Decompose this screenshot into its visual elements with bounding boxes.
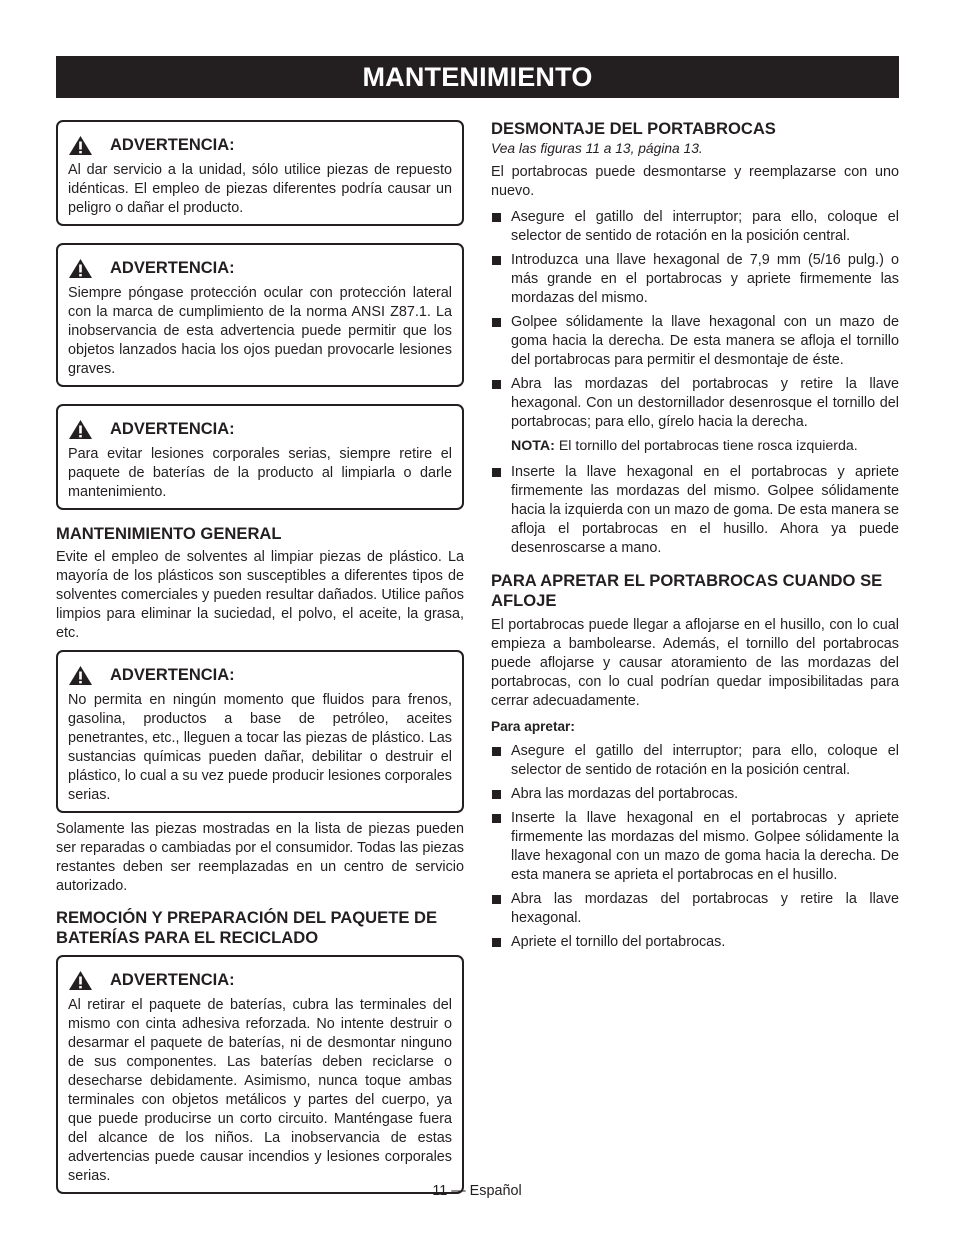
warning-text: Para evitar lesiones corporales serias, siempre retire el paquete de baterías de la producto al limpiarla o darle mantenimiento. <box>68 446 452 500</box>
warning-title: ADVERTENCIA: <box>110 135 235 154</box>
warning-triangle-icon <box>68 135 93 156</box>
list-item: Asegure el gatillo del interruptor; para ello, coloque el selector de sentido de rotación en la posición central. <box>491 208 899 246</box>
warning-title: ADVERTENCIA: <box>110 258 235 277</box>
warning-title: ADVERTENCIA: <box>110 970 235 989</box>
warning-title: ADVERTENCIA: <box>110 665 235 684</box>
left-column <box>56 120 464 1211</box>
warning-text: Siempre póngase protección ocular con protección lateral con la marca de cumplimiento de la norma ANSI Z87.1. La inobservancia de esta advertencia puede permitir que los objetos lanzados hacia los ojos puedan provocarle lesiones graves. <box>68 285 452 377</box>
list-item: Abra las mordazas del portabrocas y retire la llave hexagonal. <box>491 890 899 928</box>
chuck-tightening-steps <box>491 742 899 952</box>
replaceable-parts-text: Solamente las piezas mostradas en la lista de piezas pueden ser reparadas o cambiadas por el consumidor. Todas las piezas restantes deben ser reemplazadas en un centro de servicio autorizado. <box>56 821 464 894</box>
list-item: Introduzca una llave hexagonal de 7,9 mm (5/16 pulg.) o más grande en el portabrocas y apriete firmemente las mordazas del mismo. <box>491 251 899 308</box>
chuck-tightening-intro: El portabrocas puede llegar a aflojarse en el husillo, con lo cual empieza a bambolearse. Además, el tornillo del portabrocas puede aflojarse y causar atoramiento de las mordazas del portabrocas, con lo cual podrían quedar imposibilitadas para cerrar adecuadamente. <box>491 617 899 709</box>
warning-triangle-icon <box>68 970 93 991</box>
list-item: Abra las mordazas del portabrocas y retire la llave hexagonal. Con un destornillador desenrosque el tornillo del portabrocas; para ello, gírelo hacia la derecha. <box>491 375 899 432</box>
right-column <box>491 119 899 957</box>
list-item: Abra las mordazas del portabrocas. <box>491 785 899 804</box>
general-maintenance-text: Evite el empleo de solventes al limpiar piezas de plástico. La mayoría de los plásticos son susceptibles a diferentes tipos de solventes comerciales y pueden resultar dañados. Utilice paños limpios para eliminar la suciedad, el polvo, el aceite, la grasa, etc. <box>56 549 464 641</box>
note-label: NOTA: <box>511 438 555 454</box>
warning-text: Al dar servicio a la unidad, sólo utilice piezas de repuesto idénticas. El empleo de piezas diferentes podría causar un peligro o dañar el producto. <box>68 162 452 216</box>
warning-triangle-icon <box>68 419 93 440</box>
list-item: Golpee sólidamente la llave hexagonal con un mazo de goma hacia la derecha. De esta manera se afloja el tornillo del portabrocas para permitir el desmontaje de éste. <box>491 313 899 370</box>
list-item: Asegure el gatillo del interruptor; para ello, coloque el selector de sentido de rotación en la posición central. <box>491 742 899 780</box>
warning-box-replacement-parts <box>56 120 464 226</box>
warning-text: Al retirar el paquete de baterías, cubra las terminales del mismo con cinta adhesiva reforzada. No intente destruir o desarmar el paquete de baterías, ni de desmontar ninguno de sus componentes. Las baterías deben reciclarse o desecharse debidamente. Asimismo, nunca toque ambas terminales con objetos metálicos y partes del cuerpo, ya que puede producirse un corto circuito. Manténgase fuera del alcance de los niños. La inobservancia de estas advertencias puede causar incendios y lesiones corporales serias. <box>68 997 452 1184</box>
list-item: Inserte la llave hexagonal en el portabrocas y apriete firmemente las mordazas del mismo. Golpee sólidamente hacia la izquierda con un mazo de goma. De esta manera se afloja el portabrocas en el husillo. Ahora ya puede desenroscarse a mano. <box>491 463 899 558</box>
section-heading-chuck-removal: DESMONTAJE DEL PORTABROCAS <box>491 119 776 138</box>
list-item: Inserte la llave hexagonal en el portabrocas y apriete firmemente las mordazas del mismo. Golpee sólidamente la llave hexagonal con un mazo de goma hacia la derecha. De esta manera se aprieta el portabrocas en el husillo. <box>491 809 899 885</box>
list-item: Apriete el tornillo del portabrocas. <box>491 933 899 952</box>
warning-box-battery-recycling <box>56 955 464 1194</box>
figure-reference: Vea las figuras 11 a 13, página 13. <box>491 141 703 156</box>
tighten-subheading: Para apretar: <box>491 719 575 734</box>
chuck-removal-steps-continued <box>491 463 899 558</box>
page-title: MANTENIMIENTO <box>56 56 899 98</box>
section-heading-chuck-tightening: PARA APRETAR EL PORTABROCAS CUANDO SE AFLOJE <box>491 571 883 610</box>
chuck-removal-steps <box>491 208 899 432</box>
section-heading-battery-recycling: REMOCIÓN Y PREPARACIÓN DEL PAQUETE DE BATERÍAS PARA EL RECICLADO <box>56 908 438 947</box>
chuck-removal-intro: El portabrocas puede desmontarse y reemplazarse con uno nuevo. <box>491 164 899 199</box>
warning-box-remove-battery <box>56 404 464 510</box>
left-hand-thread-note <box>491 437 899 456</box>
warning-text: No permita en ningún momento que fluidos para frenos, gasolina, productos a base de petróleo, aceites penetrantes, etc., lleguen a tocar las piezas de plástico. Las sustancias químicas pueden dañar, debilitar o destruir el plástico, lo cual a su vez puede producir lesiones corporales serias. <box>68 692 452 803</box>
warning-triangle-icon <box>68 258 93 279</box>
note-text: El tornillo del portabrocas tiene rosca izquierda. <box>554 438 858 454</box>
warning-box-chemicals <box>56 650 464 813</box>
page-number: 11 — Español <box>432 1183 522 1199</box>
warning-triangle-icon <box>68 665 93 686</box>
warning-title: ADVERTENCIA: <box>110 419 235 438</box>
warning-box-eye-protection <box>56 243 464 387</box>
section-heading-general-maintenance: MANTENIMIENTO GENERAL <box>56 524 282 543</box>
